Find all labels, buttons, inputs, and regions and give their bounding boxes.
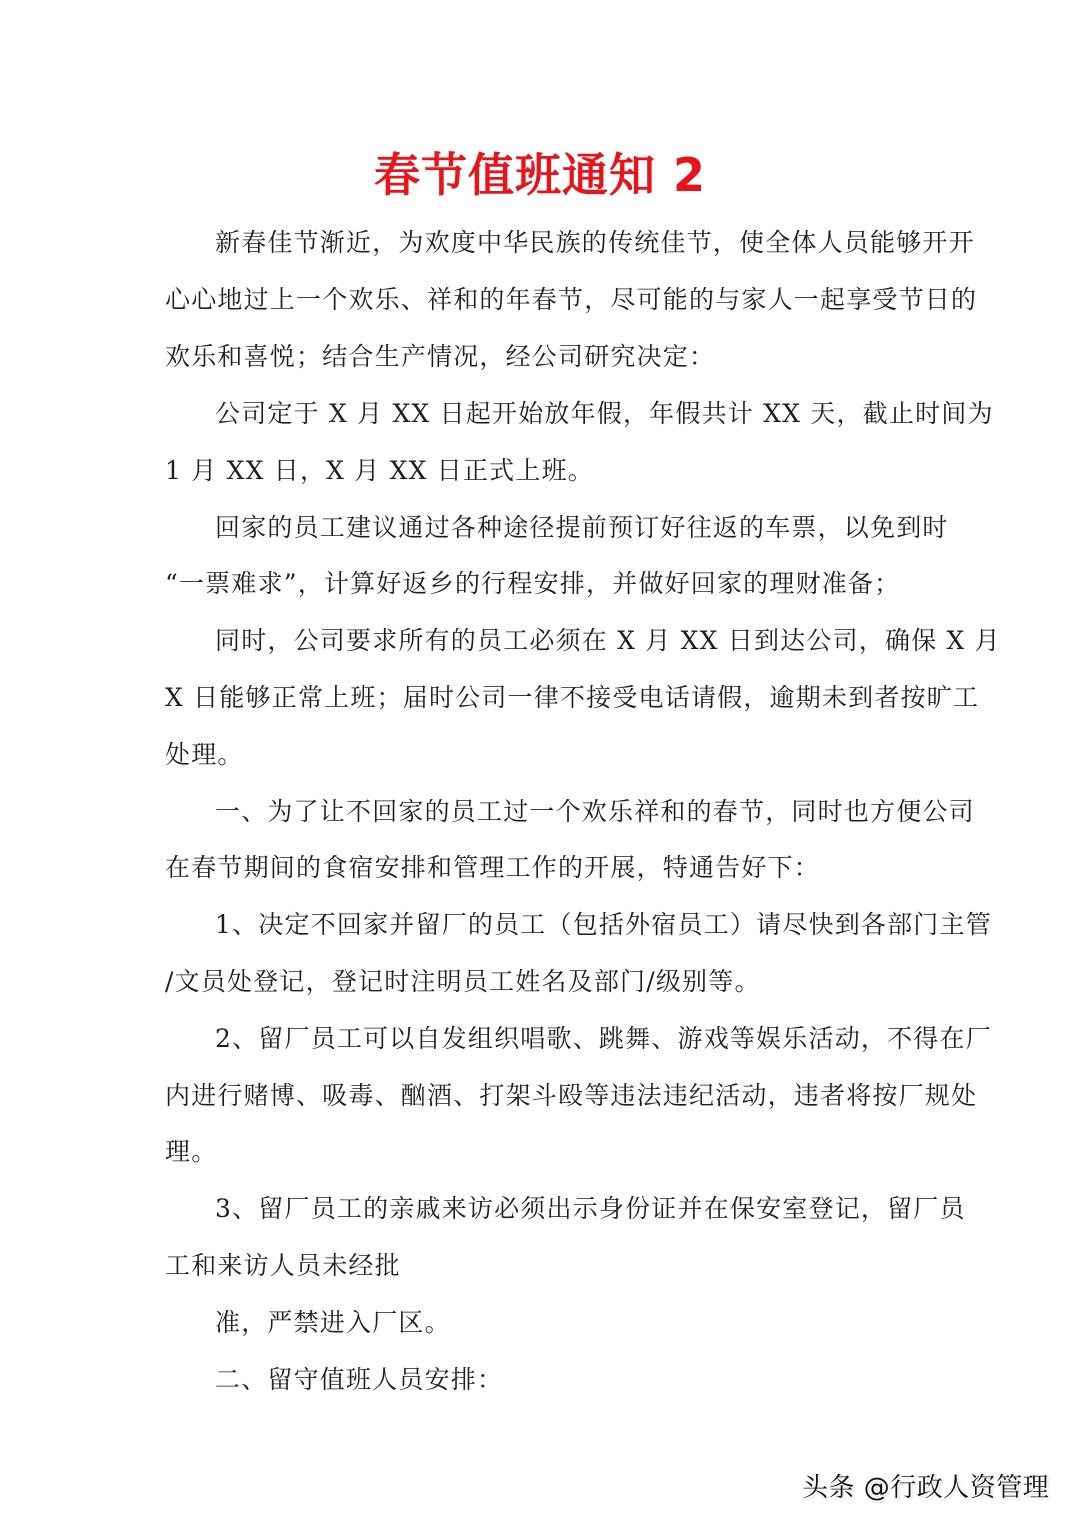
paragraph-line: “一票难求”，计算好返乡的行程安排，并做好回家的理财准备；	[165, 569, 901, 598]
paragraph-line: 欢乐和喜悦；结合生产情况，经公司研究决定：	[165, 342, 716, 371]
paragraph-line: 新春佳节渐近，为欢度中华民族的传统佳节，使全体人员能够开开	[215, 228, 975, 257]
paragraph-line: 1、决定不回家并留厂的员工（包括外宿员工）请尽快到各部门主管	[215, 910, 992, 939]
paragraph-line: 工和来访人员未经批	[165, 1251, 401, 1280]
paragraph-line: 2、留厂员工可以自发组织唱歌、跳舞、游戏等娱乐活动，不得在厂	[215, 1024, 992, 1053]
paragraph-line: 二、留守值班人员安排：	[215, 1365, 504, 1394]
paragraph-line: 3、留厂员工的亲戚来访必须出示身份证并在保安室登记，留厂员	[215, 1194, 966, 1223]
watermark: 头条 @行政人资管理	[802, 1473, 1050, 1503]
paragraph-line: 在春节期间的食宿安排和管理工作的开展，特通告好下：	[165, 853, 821, 882]
paragraph-line: X 日能够正常上班；届时公司一律不接受电话请假，逾期未到者按旷工	[165, 683, 980, 712]
document-title: 春节值班通知 2	[373, 148, 707, 202]
paragraph-line: 心心地过上一个欢乐、祥和的年春节，尽可能的与家人一起享受节日的	[165, 285, 978, 314]
paragraph-line: 理。	[165, 1137, 218, 1166]
paragraph-line: 准，严禁进入厂区。	[215, 1308, 451, 1337]
paragraph-line: 内进行赌博、吸毒、酗酒、打架斗殴等违法违纪活动，违者将按厂规处	[165, 1081, 978, 1110]
paragraph-line: 处理。	[165, 740, 244, 769]
paragraph-line: 1 月 XX 日，X 月 XX 日正式上班。	[165, 456, 594, 485]
paragraph-line: /文员处登记，登记时注明员工姓名及部门/级别等。	[165, 967, 761, 996]
paragraph-line: 公司定于 X 月 XX 日起开始放年假，年假共计 XX 天，截止时间为	[215, 399, 994, 428]
paragraph-line: 同时，公司要求所有的员工必须在 X 月 XX 日到达公司，确保 X 月	[215, 626, 1001, 655]
paragraph-line: 一、为了让不回家的员工过一个欢乐祥和的春节，同时也方便公司	[215, 797, 975, 826]
paragraph-line: 回家的员工建议通过各种途径提前预订好往返的车票，以免到时	[215, 513, 949, 542]
